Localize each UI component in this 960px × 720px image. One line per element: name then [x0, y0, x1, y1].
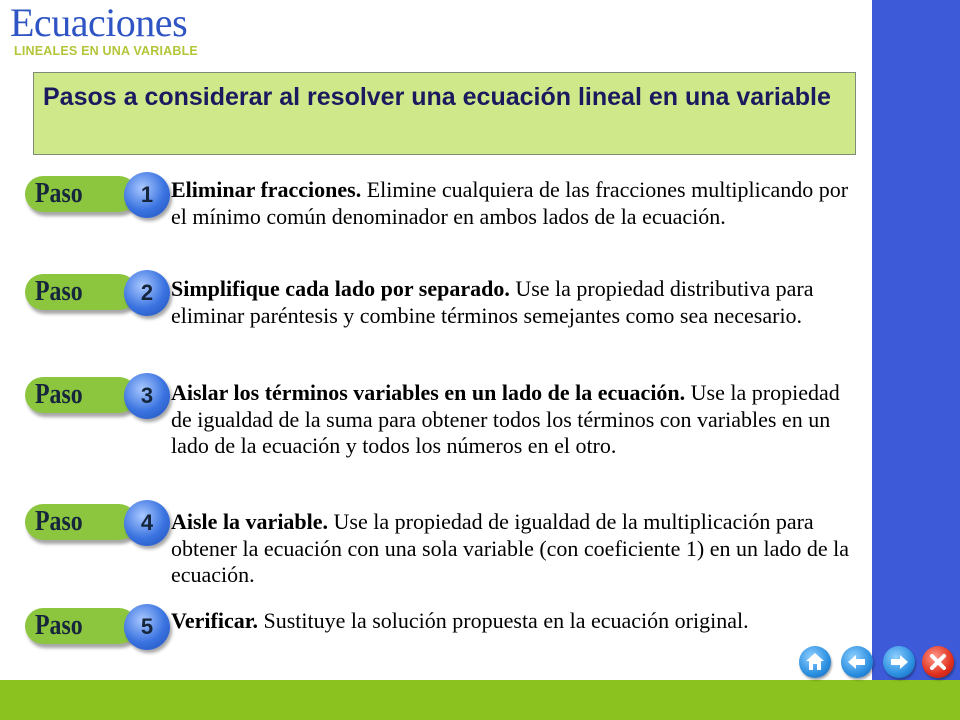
- close-icon: [922, 646, 954, 678]
- step-body: Use la propiedad de igualdad de la suma para obtener todos los términos con variables en un lado de la ecuación y todos los números en el otro.: [171, 380, 840, 458]
- step-body: Use la propiedad distributiva para eliminar paréntesis y combine términos semejantes como sea necesario.: [171, 276, 814, 328]
- back-button[interactable]: [841, 646, 873, 678]
- title-box: [33, 72, 856, 155]
- step-4-text: [171, 509, 861, 589]
- step-pill: [25, 377, 137, 413]
- step-number-circle: [124, 500, 170, 546]
- step-badge: [25, 373, 157, 419]
- step-number: 3: [140, 383, 154, 408]
- step-heading: Aislar los términos variables en un lado de la ecuación.: [171, 380, 686, 405]
- step-label: Paso: [35, 379, 83, 410]
- step-number: 5: [140, 614, 154, 639]
- step-label: Paso: [35, 178, 83, 209]
- page-title: Pasos a considerar al resolver una ecuación lineal en una variable: [43, 83, 831, 111]
- step-pill: [25, 504, 137, 540]
- step-1-text: [171, 177, 861, 230]
- bottom-green-bar: [0, 680, 960, 720]
- step-number-circle: [124, 373, 170, 419]
- logo-subtitle: LINEALES EN UNA VARIABLE: [14, 44, 198, 58]
- step-pill: [25, 176, 137, 212]
- forward-button[interactable]: [883, 646, 915, 678]
- step-3-text: [171, 380, 861, 460]
- step-number-circle: [124, 270, 170, 316]
- step-pill: [25, 608, 137, 644]
- step-2-text: [171, 276, 861, 329]
- step-label: Paso: [35, 506, 83, 537]
- step-body: Elimine cualquiera de las fracciones multiplicando por el mínimo común denominador en ambos lados de la ecuación.: [171, 177, 849, 229]
- home-button[interactable]: [799, 646, 831, 678]
- right-blue-bar: [872, 0, 960, 680]
- step-number-circle: [124, 604, 170, 650]
- step-heading: Simplifique cada lado por separado.: [171, 276, 510, 301]
- step-badge: [25, 172, 157, 218]
- close-button[interactable]: [922, 646, 954, 678]
- step-badge: [25, 604, 157, 650]
- step-heading: Eliminar fracciones.: [171, 177, 362, 202]
- logo-title: Ecuaciones: [10, 0, 188, 45]
- step-number: 4: [140, 510, 154, 535]
- home-icon: [799, 646, 831, 678]
- back-arrow-icon: [841, 646, 873, 678]
- step-label: Paso: [35, 276, 83, 307]
- forward-arrow-icon: [883, 646, 915, 678]
- step-badge: [25, 270, 157, 316]
- step-badge: [25, 500, 157, 546]
- step-heading: Aisle la variable.: [171, 509, 329, 534]
- step-5-text: [171, 608, 861, 635]
- step-label: Paso: [35, 610, 83, 641]
- step-number: 2: [140, 280, 154, 305]
- step-heading: Verificar.: [171, 608, 258, 633]
- step-body: Use la propiedad de igualdad de la multiplicación para obtener la ecuación con una sola variable (con coeficiente 1) en un lado de la ecuación.: [171, 509, 850, 587]
- step-body: Sustituye la solución propuesta en la ecuación original.: [257, 608, 749, 633]
- step-pill: [25, 274, 137, 310]
- step-number: 1: [140, 182, 154, 207]
- step-number-circle: [124, 172, 170, 218]
